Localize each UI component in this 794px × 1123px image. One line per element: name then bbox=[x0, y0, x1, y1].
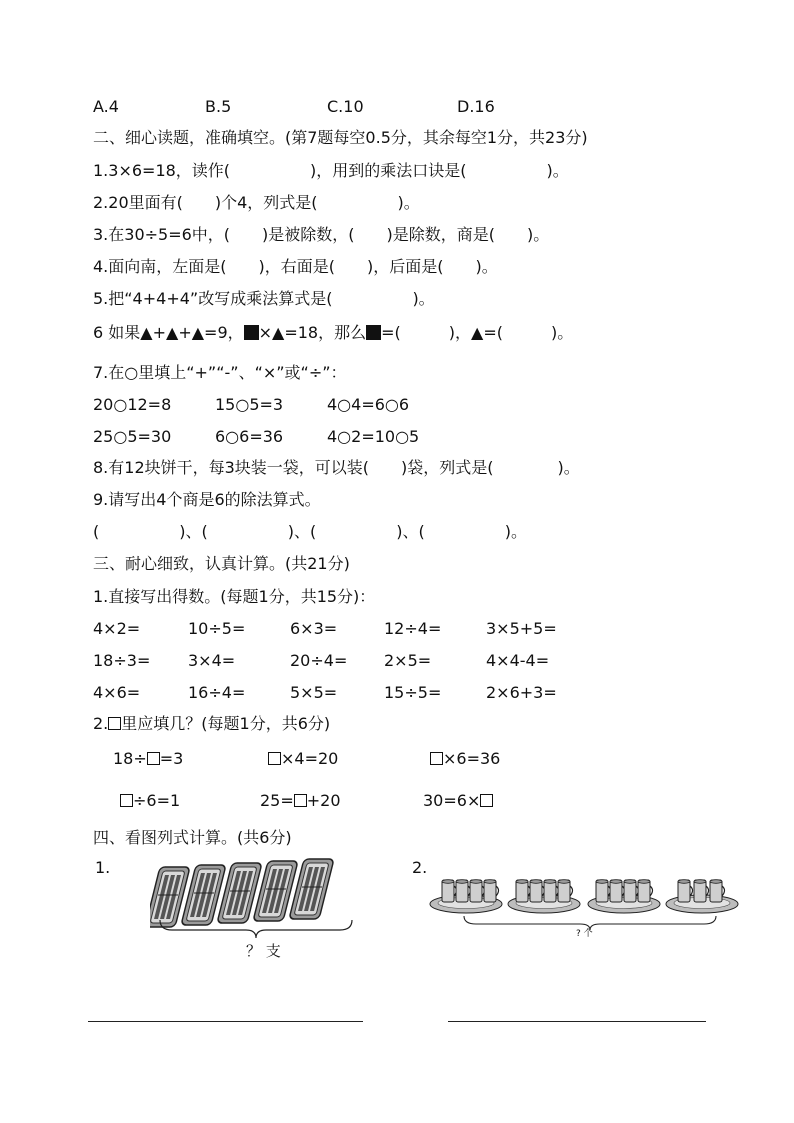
empty-box-icon bbox=[268, 752, 281, 765]
fill-box-item bbox=[430, 748, 500, 770]
calc-item: 20÷4= bbox=[290, 651, 348, 670]
filled-square-icon bbox=[366, 325, 381, 340]
times-sign: × bbox=[258, 323, 273, 342]
section2-title: 二、细心读题，准确填空。(第7题每空0.5分，其余每空1分，共23分) bbox=[93, 128, 588, 147]
triangle-icon: ▲ bbox=[166, 323, 179, 342]
problem-2-label: ? 个 bbox=[576, 929, 593, 939]
q7-item: 15○5=3 bbox=[215, 395, 284, 414]
fill-pre: 30=6× bbox=[423, 791, 481, 810]
fill-post: ×6=36 bbox=[443, 749, 501, 768]
calc-item: 4×2= bbox=[93, 619, 141, 638]
fill-box-item bbox=[423, 790, 493, 812]
q7-item: 4○2=10○5 bbox=[327, 427, 420, 446]
question-2-9-blanks: ( )、( )、( )、( )。 bbox=[93, 522, 527, 541]
question-2-5: 5.把“4+4+4”改写成乘法算式是( )。 bbox=[93, 289, 435, 308]
calc-item: 4×4-4= bbox=[486, 651, 550, 670]
problem-1-number: 1. bbox=[95, 858, 111, 877]
question-2-2: 2.20里面有( )个4，列式是( )。 bbox=[93, 193, 420, 212]
q6-text-5: =( )。 bbox=[483, 323, 574, 342]
q2-text: 里应填几？(每题1分，共6分) bbox=[121, 714, 331, 733]
question-2-1: 1.3×6=18，读作( )，用到的乘法口诀是( )。 bbox=[93, 161, 569, 180]
question-2-3: 3.在30÷5=6中，( )是被除数，( )是除数，商是( )。 bbox=[93, 225, 550, 244]
calc-item: 2×6+3= bbox=[486, 683, 557, 702]
answer-line-2[interactable] bbox=[448, 1021, 706, 1022]
question-2-6 bbox=[93, 322, 573, 344]
calc-item: 6×3= bbox=[290, 619, 338, 638]
triangle-icon: ▲ bbox=[272, 323, 285, 342]
triangle-icon: ▲ bbox=[140, 323, 153, 342]
fill-post: ÷6=1 bbox=[133, 791, 181, 810]
calc-item: 15÷5= bbox=[384, 683, 442, 702]
triangle-icon: ▲ bbox=[471, 323, 484, 342]
calc-item: 12÷4= bbox=[384, 619, 442, 638]
calc-item: 16÷4= bbox=[188, 683, 246, 702]
fill-pre: 25= bbox=[260, 791, 294, 810]
fill-pre: 18÷ bbox=[113, 749, 147, 768]
calc-item: 5×5= bbox=[290, 683, 338, 702]
q6-text-4: =( )， bbox=[381, 323, 472, 342]
question-2-4: 4.面向南，左面是( )，右面是( )，后面是( )。 bbox=[93, 257, 498, 276]
choice-d: D.16 bbox=[457, 97, 495, 116]
q7-item: 20○12=8 bbox=[93, 395, 172, 414]
question-2-9: 9.请写出4个商是6的除法算式。 bbox=[93, 490, 321, 509]
brace-bracket bbox=[158, 918, 354, 940]
q6-text-1: 6 如果 bbox=[93, 323, 141, 342]
fill-post: =3 bbox=[159, 749, 184, 768]
q6-text-2: =9， bbox=[204, 323, 244, 342]
calc-item: 2×5= bbox=[384, 651, 432, 670]
calc-item: 10÷5= bbox=[188, 619, 246, 638]
cups-on-plates-illustration bbox=[428, 874, 740, 918]
empty-box-icon bbox=[430, 752, 443, 765]
calc-item: 3×4= bbox=[188, 651, 236, 670]
calc-item: 4×6= bbox=[93, 683, 141, 702]
empty-box-icon bbox=[294, 794, 307, 807]
calc-item: 18÷3= bbox=[93, 651, 151, 670]
question-2-8: 8.有12块饼干，每3块装一袋，可以装( )袋，列式是( )。 bbox=[93, 458, 580, 477]
choice-c: C.10 bbox=[327, 97, 364, 116]
problem-1-label: ？ 支 bbox=[246, 942, 281, 960]
question-2-7: 7.在○里填上“+”“-”、“×”或“÷”： bbox=[93, 363, 347, 382]
filled-square-icon bbox=[244, 325, 259, 340]
fill-box-item bbox=[268, 748, 338, 770]
question-3-1: 1.直接写出得数。(每题1分，共15分)： bbox=[93, 587, 376, 606]
empty-box-icon bbox=[120, 794, 133, 807]
q6-text-3: =18，那么 bbox=[284, 323, 367, 342]
fill-box-item bbox=[120, 790, 180, 812]
section3-title: 三、耐心细致，认真计算。(共21分) bbox=[93, 554, 350, 573]
fill-box-item bbox=[260, 790, 341, 812]
question-3-2 bbox=[93, 713, 330, 735]
triangle-icon: ▲ bbox=[191, 323, 205, 342]
empty-box-icon bbox=[108, 717, 121, 730]
fill-box-item bbox=[113, 748, 183, 770]
plus-sign: + bbox=[152, 323, 166, 342]
fill-post: +20 bbox=[306, 791, 341, 810]
choice-a: A.4 bbox=[93, 97, 119, 116]
q7-item: 6○6=36 bbox=[215, 427, 284, 446]
section4-title: 四、看图列式计算。(共6分) bbox=[93, 828, 292, 847]
calc-item: 3×5+5= bbox=[486, 619, 557, 638]
q7-item: 25○5=30 bbox=[93, 427, 172, 446]
choice-b: B.5 bbox=[205, 97, 232, 116]
answer-line-1[interactable] bbox=[88, 1021, 363, 1022]
empty-box-icon bbox=[147, 752, 160, 765]
q2-number: 2. bbox=[93, 714, 109, 733]
fill-post: ×4=20 bbox=[281, 749, 339, 768]
empty-box-icon bbox=[480, 794, 493, 807]
plus-sign: + bbox=[178, 323, 192, 342]
problem-2-number: 2. bbox=[412, 858, 428, 877]
q7-item: 4○4=6○6 bbox=[327, 395, 410, 414]
